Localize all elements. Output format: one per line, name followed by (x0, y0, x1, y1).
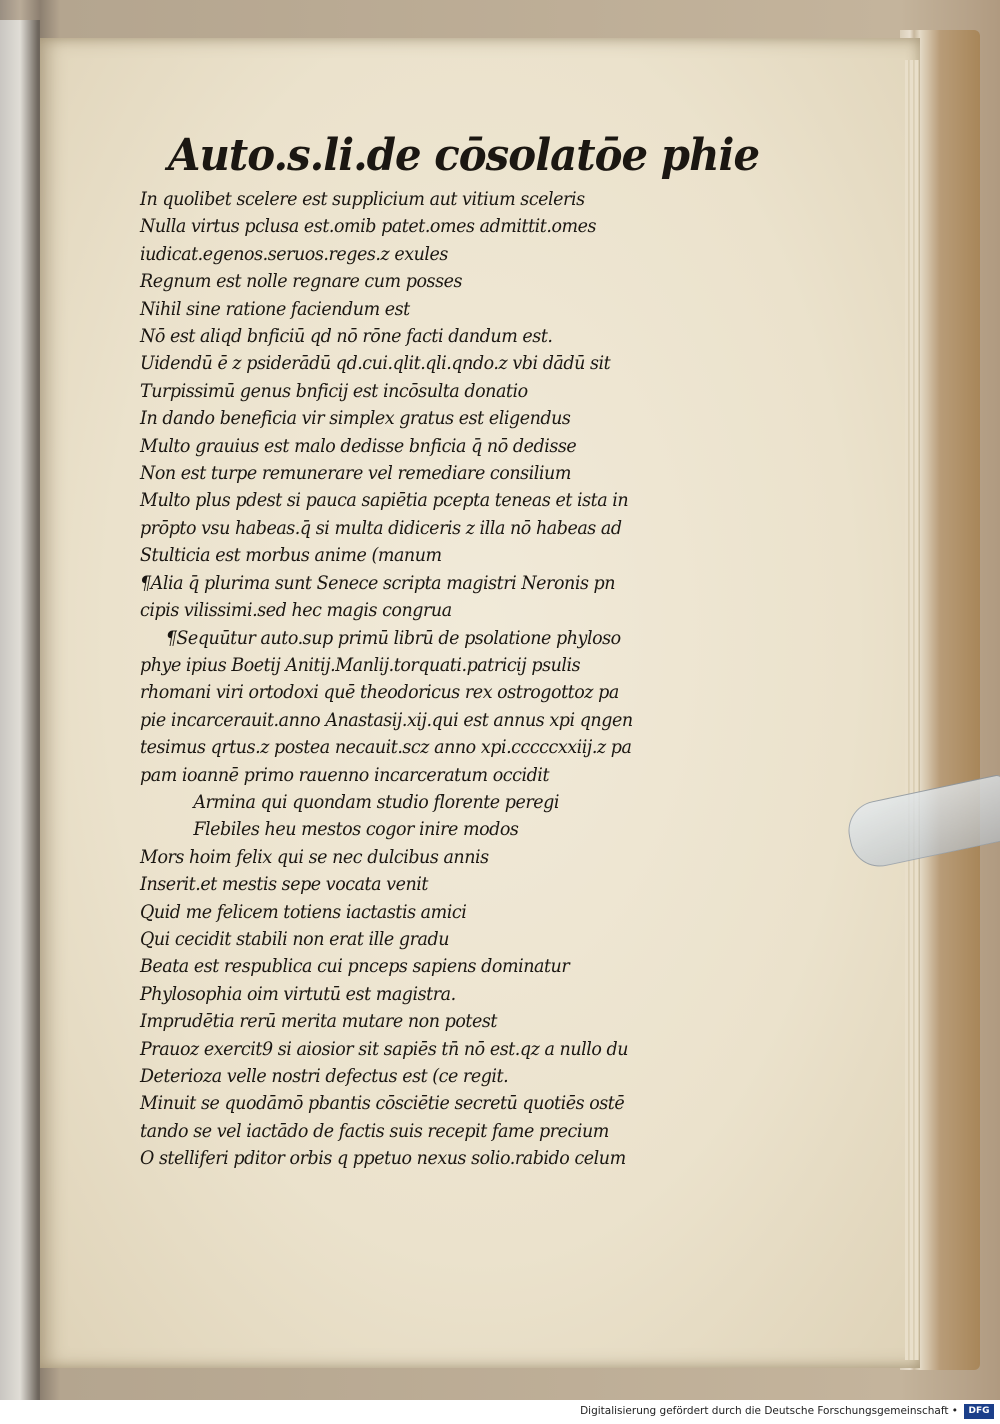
text-line: Nulla virtus pclusa est.omib patet.omes admittit.omes (140, 215, 597, 238)
text-line: phye ipius Boetij Anitij.Manlij.torquati.patricij psulis (140, 653, 581, 676)
text-line: Qui cecidit stabili non erat ille gradu (140, 927, 449, 950)
text-line: In quolibet scelere est supplicium aut vitium sceleris (140, 188, 585, 210)
text-line: iudicat.egenos.seruos.reges.z exules (140, 242, 448, 265)
text-line: Quid me felicem totiens iactastis amici (140, 900, 467, 923)
text-line: In dando beneficia vir simplex gratus est eligendus (140, 407, 571, 430)
verse-line: Flebiles heu mestos cogor inire modos (193, 818, 519, 841)
text-line: Imprudētia rerū merita mutare non potest (140, 1010, 497, 1033)
page-stack-edge (905, 60, 919, 1360)
text-line: Mors hoim felix qui se nec dulcibus annis (140, 845, 489, 868)
text-line: pam ioannē primo rauenno incarceratum occidit (140, 763, 550, 786)
page-heading: Auto.s.li.de cōsolatōe phie (168, 130, 760, 181)
funding-note: Digitalisierung gefördert durch die Deutsche Forschungsgemeinschaft • (580, 1405, 958, 1417)
text-line: Beata est respublica cui pnceps sapiens dominatur (140, 955, 570, 978)
footer-bar (0, 1400, 1000, 1424)
text-line: Non est turpe remunerare vel remediare consilium (140, 462, 571, 485)
text-line: Stulticia est morbus anime (manum (140, 544, 442, 567)
text-line: prōpto vsu habeas.q̄ si multa didiceris z illa nō habeas ad (140, 516, 622, 539)
text-line: tesimus qrtus.z postea necauit.scz anno xpi.cccccxxiij.z pa (140, 736, 632, 759)
text-line: pie incarcerauit.anno Anastasij.xij.qui est annus xpi qngen (140, 708, 633, 731)
printed-text-block (140, 130, 760, 1173)
text-line: rhomani viri ortodoxi quē theodoricus rex ostrogottoz pa (140, 681, 619, 704)
text-line: Regnum est nolle regnare cum posses (140, 270, 462, 293)
text-line: tando se vel iactādo de factis suis recepit fame precium (140, 1119, 609, 1142)
text-line: Minuit se quodāmō pbantis cōsciētie secretū quotiēs ostē (140, 1092, 625, 1115)
text-line: ¶Sequūtur auto.sup primū librū de psolatione phyloso (165, 626, 621, 649)
text-line: Multo grauius est malo dedisse bnficia q̄ nō dedisse (140, 434, 577, 457)
text-line: cipis vilissimi.sed hec magis congrua (140, 599, 452, 622)
text-line: Multo plus pdest si pauca sapiētia pcepta teneas et ista in (140, 489, 629, 512)
text-line: Prauoz exercit9 si aiosior sit sapiēs tn̄ nō est.qz a nullo du (140, 1037, 629, 1060)
text-line: Nō est aliqd bnficiū qd nō rōne facti dandum est. (140, 325, 553, 348)
text-line: Nihil sine ratione faciendum est (140, 297, 410, 320)
facing-page-edge (0, 20, 40, 1400)
text-line: Phylosophia oim virtutū est magistra. (140, 982, 456, 1005)
text-line: ¶Alia q̄ plurima sunt Senece scripta magistri Neronis pn (140, 571, 616, 594)
text-line: Deterioza velle nostri defectus est (ce regit. (140, 1065, 509, 1087)
text-line: Inserit.et mestis sepe vocata venit (140, 873, 428, 896)
verse-line: Armina qui quondam studio florente peregi (193, 790, 560, 813)
dfg-logo: DFG (964, 1404, 994, 1419)
text-line: Uidendū ē z psiderādū qd.cui.qlit.qli.qndo.z vbi dādū sit (140, 352, 611, 375)
text-line: Turpissimū genus bnficij est incōsulta donatio (140, 379, 528, 402)
text-line: O stelliferi pditor orbis q ppetuo nexus solio.rabido celum (140, 1147, 626, 1170)
